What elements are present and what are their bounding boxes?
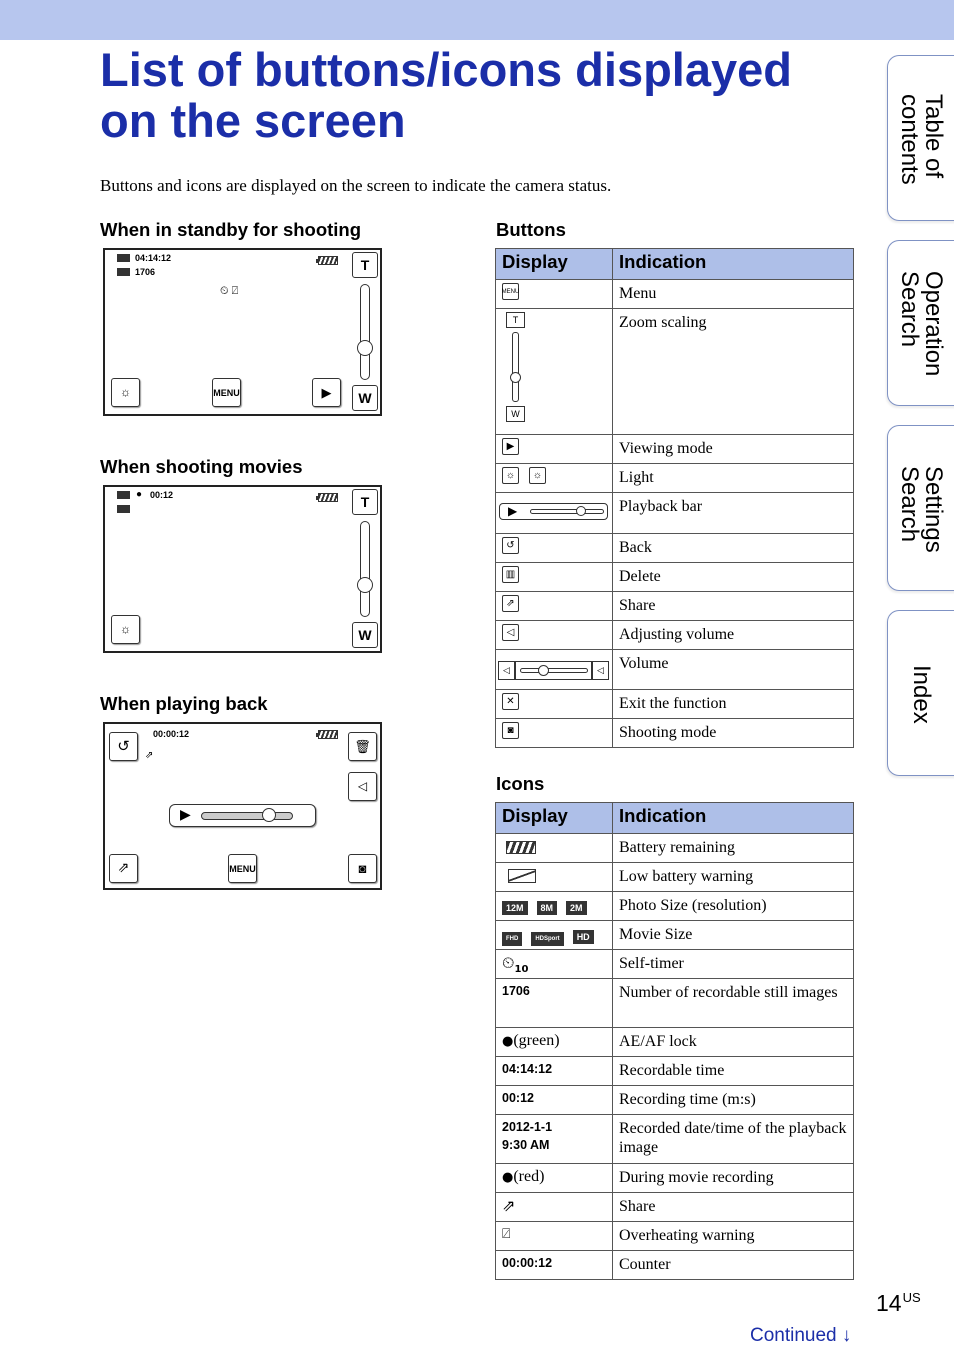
- light-icon: ☼: [502, 467, 519, 484]
- table-row: [496, 493, 854, 534]
- photo-size-icon: [117, 505, 130, 513]
- share-icon: ⇗: [117, 861, 130, 876]
- indication-cell: Recording time (m:s): [613, 1086, 854, 1115]
- table-row: [496, 1164, 854, 1193]
- movie-size-tag: FHD: [502, 932, 522, 946]
- zoom-t-button[interactable]: T: [352, 252, 378, 278]
- photo-size-tag: 8M: [537, 901, 558, 915]
- icons-heading: Icons: [496, 773, 545, 794]
- tab-label: Settings Search: [896, 465, 947, 553]
- table-row: [496, 719, 854, 748]
- indication-cell: Exit the function: [613, 690, 854, 719]
- display-text: 00:00:12: [502, 1256, 553, 1271]
- share-icon: ⇗: [502, 1196, 516, 1216]
- table-row: [496, 464, 854, 493]
- zoom-w-button[interactable]: W: [352, 385, 378, 411]
- back-icon: ↺: [117, 739, 130, 755]
- movies-heading: When shooting movies: [100, 456, 303, 477]
- viewing-mode-button[interactable]: [312, 378, 341, 407]
- indication-cell: Photo Size (resolution): [613, 892, 854, 921]
- indication-header: Indication: [613, 803, 854, 834]
- light-icon: ☼: [120, 385, 131, 399]
- table-row: [496, 1251, 854, 1280]
- tab-settings-search[interactable]: [887, 425, 954, 591]
- indication-cell: During movie recording: [613, 1164, 854, 1193]
- light-icon: ☼: [120, 622, 131, 636]
- play-icon: ▶: [180, 808, 191, 823]
- zoom-slider-icon: T W: [506, 312, 525, 422]
- table-row: [496, 280, 854, 309]
- photo-size-tag: 2M: [566, 901, 587, 915]
- indication-cell: Counter: [613, 1251, 854, 1280]
- volume-button[interactable]: [348, 772, 377, 801]
- battery-icon: [318, 493, 338, 502]
- playback-knob[interactable]: [262, 808, 276, 822]
- share-icon: ⇗: [145, 750, 154, 761]
- zoom-slider[interactable]: [352, 252, 378, 411]
- page-number: [876, 1290, 921, 1317]
- volume-slider-icon: ◁ ◁: [498, 661, 609, 680]
- light-off-icon: ☼: [529, 467, 546, 484]
- tab-operation-search[interactable]: [887, 240, 954, 406]
- page-number-value: 14: [876, 1290, 902, 1316]
- table-row: [496, 863, 854, 892]
- table-row: [496, 1028, 854, 1057]
- playback-bar-icon: ▶: [499, 503, 608, 520]
- recordable-time: 04:14:12: [135, 253, 172, 263]
- movie-size-tag: HDSport: [531, 932, 563, 946]
- recording-time: 00:12: [150, 490, 174, 500]
- table-row: [496, 1115, 854, 1164]
- indication-cell: Number of recordable still images: [613, 979, 854, 1028]
- table-row: [496, 690, 854, 719]
- overheat-icon: ⍁: [502, 1226, 511, 1243]
- trash-icon: ▥: [502, 566, 519, 583]
- play-icon: ▶: [321, 384, 332, 400]
- self-timer-icon: ⏲ ⍁: [220, 285, 239, 297]
- share-icon: ⇗: [502, 595, 519, 612]
- tab-table-of-contents[interactable]: [887, 55, 954, 221]
- page-suffix: US: [902, 1290, 921, 1305]
- table-row: [496, 592, 854, 621]
- indication-cell: Menu: [613, 280, 854, 309]
- buttons-table: [495, 248, 854, 748]
- zoom-track[interactable]: [360, 521, 370, 617]
- red-dot-icon: ●: [502, 1170, 514, 1186]
- buttons-heading: Buttons: [496, 219, 566, 240]
- indication-cell: Movie Size: [613, 921, 854, 950]
- indication-cell: Battery remaining: [613, 834, 854, 863]
- indication-cell: Overheating warning: [613, 1222, 854, 1251]
- standby-screen: [103, 248, 382, 416]
- camera-icon: ◙: [502, 722, 519, 739]
- display-text: 04:14:12: [502, 1062, 553, 1077]
- shooting-mode-button[interactable]: [348, 854, 377, 883]
- indication-cell: Adjusting volume: [613, 621, 854, 650]
- movie-size-icon: [117, 491, 130, 499]
- delete-button[interactable]: [348, 732, 377, 761]
- menu-button[interactable]: MENU: [228, 854, 257, 883]
- table-row: [496, 1086, 854, 1115]
- back-icon: ↺: [502, 537, 519, 554]
- intro-text: Buttons and icons are displayed on the screen to indicate the camera status.: [100, 176, 612, 195]
- tab-label: Table of contents: [896, 93, 947, 185]
- display-header: Display: [496, 249, 613, 280]
- zoom-w-button[interactable]: W: [352, 622, 378, 648]
- playback-heading: When playing back: [100, 693, 268, 714]
- menu-button[interactable]: MENU: [212, 378, 241, 407]
- playback-counter: 00:00:12: [153, 729, 190, 739]
- menu-icon: MENU: [502, 283, 519, 300]
- viewing-mode-icon: ▶: [502, 438, 519, 455]
- playback-screen: [103, 722, 382, 890]
- indication-header: Indication: [613, 249, 854, 280]
- table-row: [496, 563, 854, 592]
- zoom-knob[interactable]: [357, 340, 373, 356]
- indication-cell: Playback bar: [613, 493, 854, 534]
- continued-link[interactable]: Continued ↓: [750, 1325, 852, 1346]
- indication-cell: AE/AF lock: [613, 1028, 854, 1057]
- table-row: [496, 309, 854, 435]
- tab-label: Index: [908, 664, 935, 724]
- indication-cell: Share: [613, 1193, 854, 1222]
- indication-cell: Recordable time: [613, 1057, 854, 1086]
- table-row: [496, 950, 854, 979]
- indication-cell: Shooting mode: [613, 719, 854, 748]
- light-button[interactable]: [111, 615, 140, 644]
- display-header: Display: [496, 803, 613, 834]
- recording-dot: ●: [136, 489, 143, 500]
- movie-size-tag: HD: [573, 930, 594, 944]
- photo-size-icon: [117, 268, 130, 276]
- share-button[interactable]: [109, 854, 138, 883]
- display-text: 00:12: [502, 1091, 534, 1106]
- table-row: [496, 834, 854, 863]
- table-row: [496, 892, 854, 921]
- movie-size-icon: [117, 254, 130, 262]
- zoom-slider[interactable]: [352, 489, 378, 648]
- indication-cell: Light: [613, 464, 854, 493]
- photo-size-tag: 12M: [502, 901, 528, 915]
- display-text: 1706: [502, 984, 530, 999]
- tab-index[interactable]: [887, 610, 954, 776]
- standby-heading: When in standby for shooting: [100, 219, 362, 240]
- tab-label: Operation Search: [896, 271, 947, 377]
- indication-cell: Back: [613, 534, 854, 563]
- table-row: [496, 435, 854, 464]
- top-band: [0, 0, 954, 40]
- indication-cell: Self-timer: [613, 950, 854, 979]
- table-row: [496, 650, 854, 690]
- indication-cell: Volume: [613, 650, 854, 690]
- indication-cell: Low battery warning: [613, 863, 854, 892]
- green-dot-icon: ●: [502, 1034, 514, 1050]
- table-row: [496, 621, 854, 650]
- indication-cell: Recorded date/time of the playback image: [613, 1115, 854, 1164]
- indication-cell: Viewing mode: [613, 435, 854, 464]
- low-battery-icon: [508, 869, 536, 883]
- dot-label: (green): [513, 1032, 560, 1050]
- speaker-icon: ◁: [357, 779, 368, 793]
- light-button[interactable]: [111, 378, 140, 407]
- recordable-count: 1706: [135, 267, 156, 277]
- display-text: 2012-1-1 9:30 AM: [502, 1120, 553, 1153]
- table-row: [496, 1193, 854, 1222]
- playback-track[interactable]: [201, 812, 293, 820]
- camera-icon: ◙: [358, 860, 367, 876]
- table-row: [496, 1057, 854, 1086]
- zoom-track[interactable]: [360, 284, 370, 380]
- back-button[interactable]: [109, 732, 138, 761]
- close-icon: ✕: [502, 693, 519, 710]
- table-row: [496, 1222, 854, 1251]
- self-timer-icon: $⏲_{10}$: [502, 953, 529, 976]
- dot-label: (red): [513, 1168, 545, 1186]
- trash-icon: 🗑: [354, 738, 371, 754]
- battery-icon: [318, 730, 338, 739]
- indication-cell: Delete: [613, 563, 854, 592]
- indication-cell: Share: [613, 592, 854, 621]
- playback-bar[interactable]: [169, 804, 316, 827]
- table-row: [496, 921, 854, 950]
- page-title: List of buttons/icons displayed on the screen: [100, 43, 792, 147]
- zoom-t-button[interactable]: T: [352, 489, 378, 515]
- table-row: [496, 979, 854, 1028]
- movie-screen: [103, 485, 382, 653]
- table-row: [496, 534, 854, 563]
- zoom-knob[interactable]: [357, 577, 373, 593]
- speaker-icon: ◁: [502, 624, 519, 641]
- indication-cell: Zoom scaling: [613, 309, 854, 435]
- battery-icon: [318, 256, 338, 265]
- battery-icon: [506, 841, 536, 854]
- icons-table: [495, 802, 854, 1280]
